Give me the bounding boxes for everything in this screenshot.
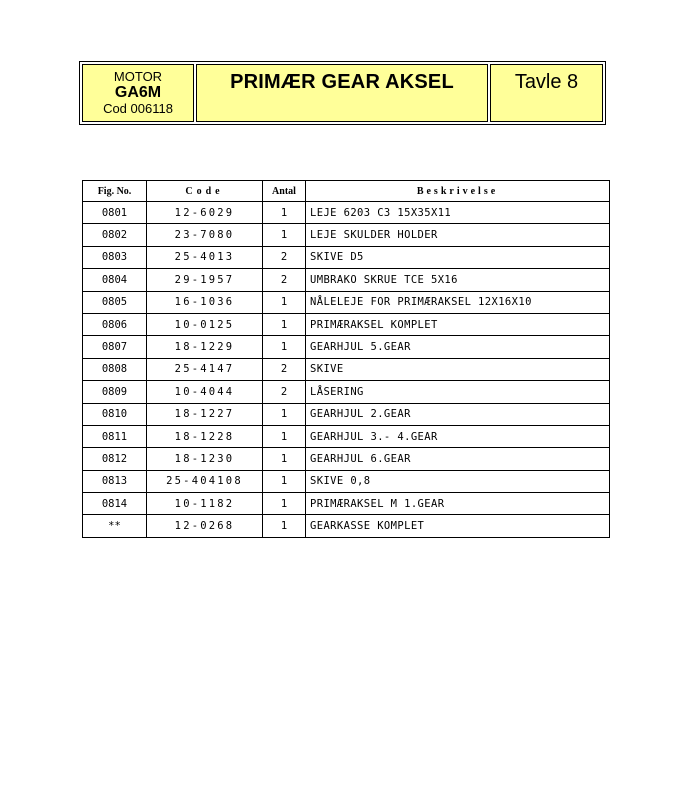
header-block [79,61,606,125]
fig-no-cell: ** [83,515,147,537]
code-cell: 25-404108 [147,470,263,492]
fig-no-cell: 0802 [83,224,147,246]
description-cell: SKIVE [306,358,610,380]
description-cell: SKIVE D5 [306,246,610,268]
code-cell: 18-1228 [147,425,263,447]
table-row [83,403,610,425]
table-row [83,336,610,358]
antal-cell: 1 [263,515,306,537]
table-row [83,291,610,313]
fig-no-cell: 0801 [83,202,147,224]
antal-cell: 1 [263,224,306,246]
table-row [83,448,610,470]
code-cell: 12-0268 [147,515,263,537]
antal-cell: 1 [263,336,306,358]
description-header: Beskrivelse [306,181,610,202]
code-cell: 16-1036 [147,291,263,313]
code-cell: 25-4013 [147,246,263,268]
fig-no-cell: 0812 [83,448,147,470]
tavle-number: Tavle 8 [514,71,579,93]
fig-no-cell: 0806 [83,313,147,335]
code-cell: 23-7080 [147,224,263,246]
antal-cell: 2 [263,358,306,380]
antal-cell: 1 [263,313,306,335]
antal-cell: 1 [263,403,306,425]
fig-no-cell: 0803 [83,246,147,268]
table-row [83,425,610,447]
motor-code: Cod 006118 [103,100,173,116]
table-row [83,313,610,335]
table-row [83,224,610,246]
description-cell: LEJE SKULDER HOLDER [306,224,610,246]
table-row [83,381,610,403]
code-cell: 18-1229 [147,336,263,358]
motor-info-cell [82,64,194,122]
antal-cell: 1 [263,291,306,313]
fig-no-cell: 0805 [83,291,147,313]
antal-cell: 1 [263,425,306,447]
table-row [83,358,610,380]
table-row [83,493,610,515]
antal-cell: 2 [263,269,306,291]
fig-no-cell: 0807 [83,336,147,358]
code-header: Code [147,181,263,202]
description-cell: NÅLELEJE FOR PRIMÆRAKSEL 12X16X10 [306,291,610,313]
antal-cell: 1 [263,202,306,224]
motor-label: MOTOR [113,68,163,84]
table-header-row [83,181,610,202]
table-row [83,470,610,492]
fig-no-cell: 0809 [83,381,147,403]
tavle-cell [490,64,603,122]
description-cell: GEARKASSE KOMPLET [306,515,610,537]
parts-table [82,180,610,538]
table-row [83,269,610,291]
fig-no-cell: 0814 [83,493,147,515]
fig-no-cell: 0808 [83,358,147,380]
description-cell: PRIMÆRAKSEL M 1.GEAR [306,493,610,515]
antal-header: Antal [263,181,306,202]
fig-no-cell: 0811 [83,425,147,447]
fig-no-cell: 0810 [83,403,147,425]
antal-cell: 1 [263,470,306,492]
code-cell: 25-4147 [147,358,263,380]
page-title: PRIMÆR GEAR AKSEL [230,71,454,93]
code-cell: 29-1957 [147,269,263,291]
table-row [83,202,610,224]
code-cell: 18-1230 [147,448,263,470]
description-cell: PRIMÆRAKSEL KOMPLET [306,313,610,335]
antal-cell: 2 [263,381,306,403]
parts-table-body [83,202,610,538]
code-cell: 10-1182 [147,493,263,515]
antal-cell: 1 [263,493,306,515]
table-row [83,246,610,268]
code-cell: 18-1227 [147,403,263,425]
description-cell: SKIVE 0,8 [306,470,610,492]
table-row [83,515,610,537]
antal-cell: 2 [263,246,306,268]
description-cell: LEJE 6203 C3 15X35X11 [306,202,610,224]
description-cell: UMBRAKO SKRUE TCE 5X16 [306,269,610,291]
description-cell: LÅSERING [306,381,610,403]
code-cell: 10-0125 [147,313,263,335]
fig-no-header: Fig. No. [83,181,147,202]
antal-cell: 1 [263,448,306,470]
description-cell: GEARHJUL 6.GEAR [306,448,610,470]
description-cell: GEARHJUL 2.GEAR [306,403,610,425]
motor-model: GA6M [114,84,162,102]
description-cell: GEARHJUL 3.- 4.GEAR [306,425,610,447]
fig-no-cell: 0804 [83,269,147,291]
fig-no-cell: 0813 [83,470,147,492]
title-cell [196,64,488,122]
code-cell: 10-4044 [147,381,263,403]
code-cell: 12-6029 [147,202,263,224]
description-cell: GEARHJUL 5.GEAR [306,336,610,358]
